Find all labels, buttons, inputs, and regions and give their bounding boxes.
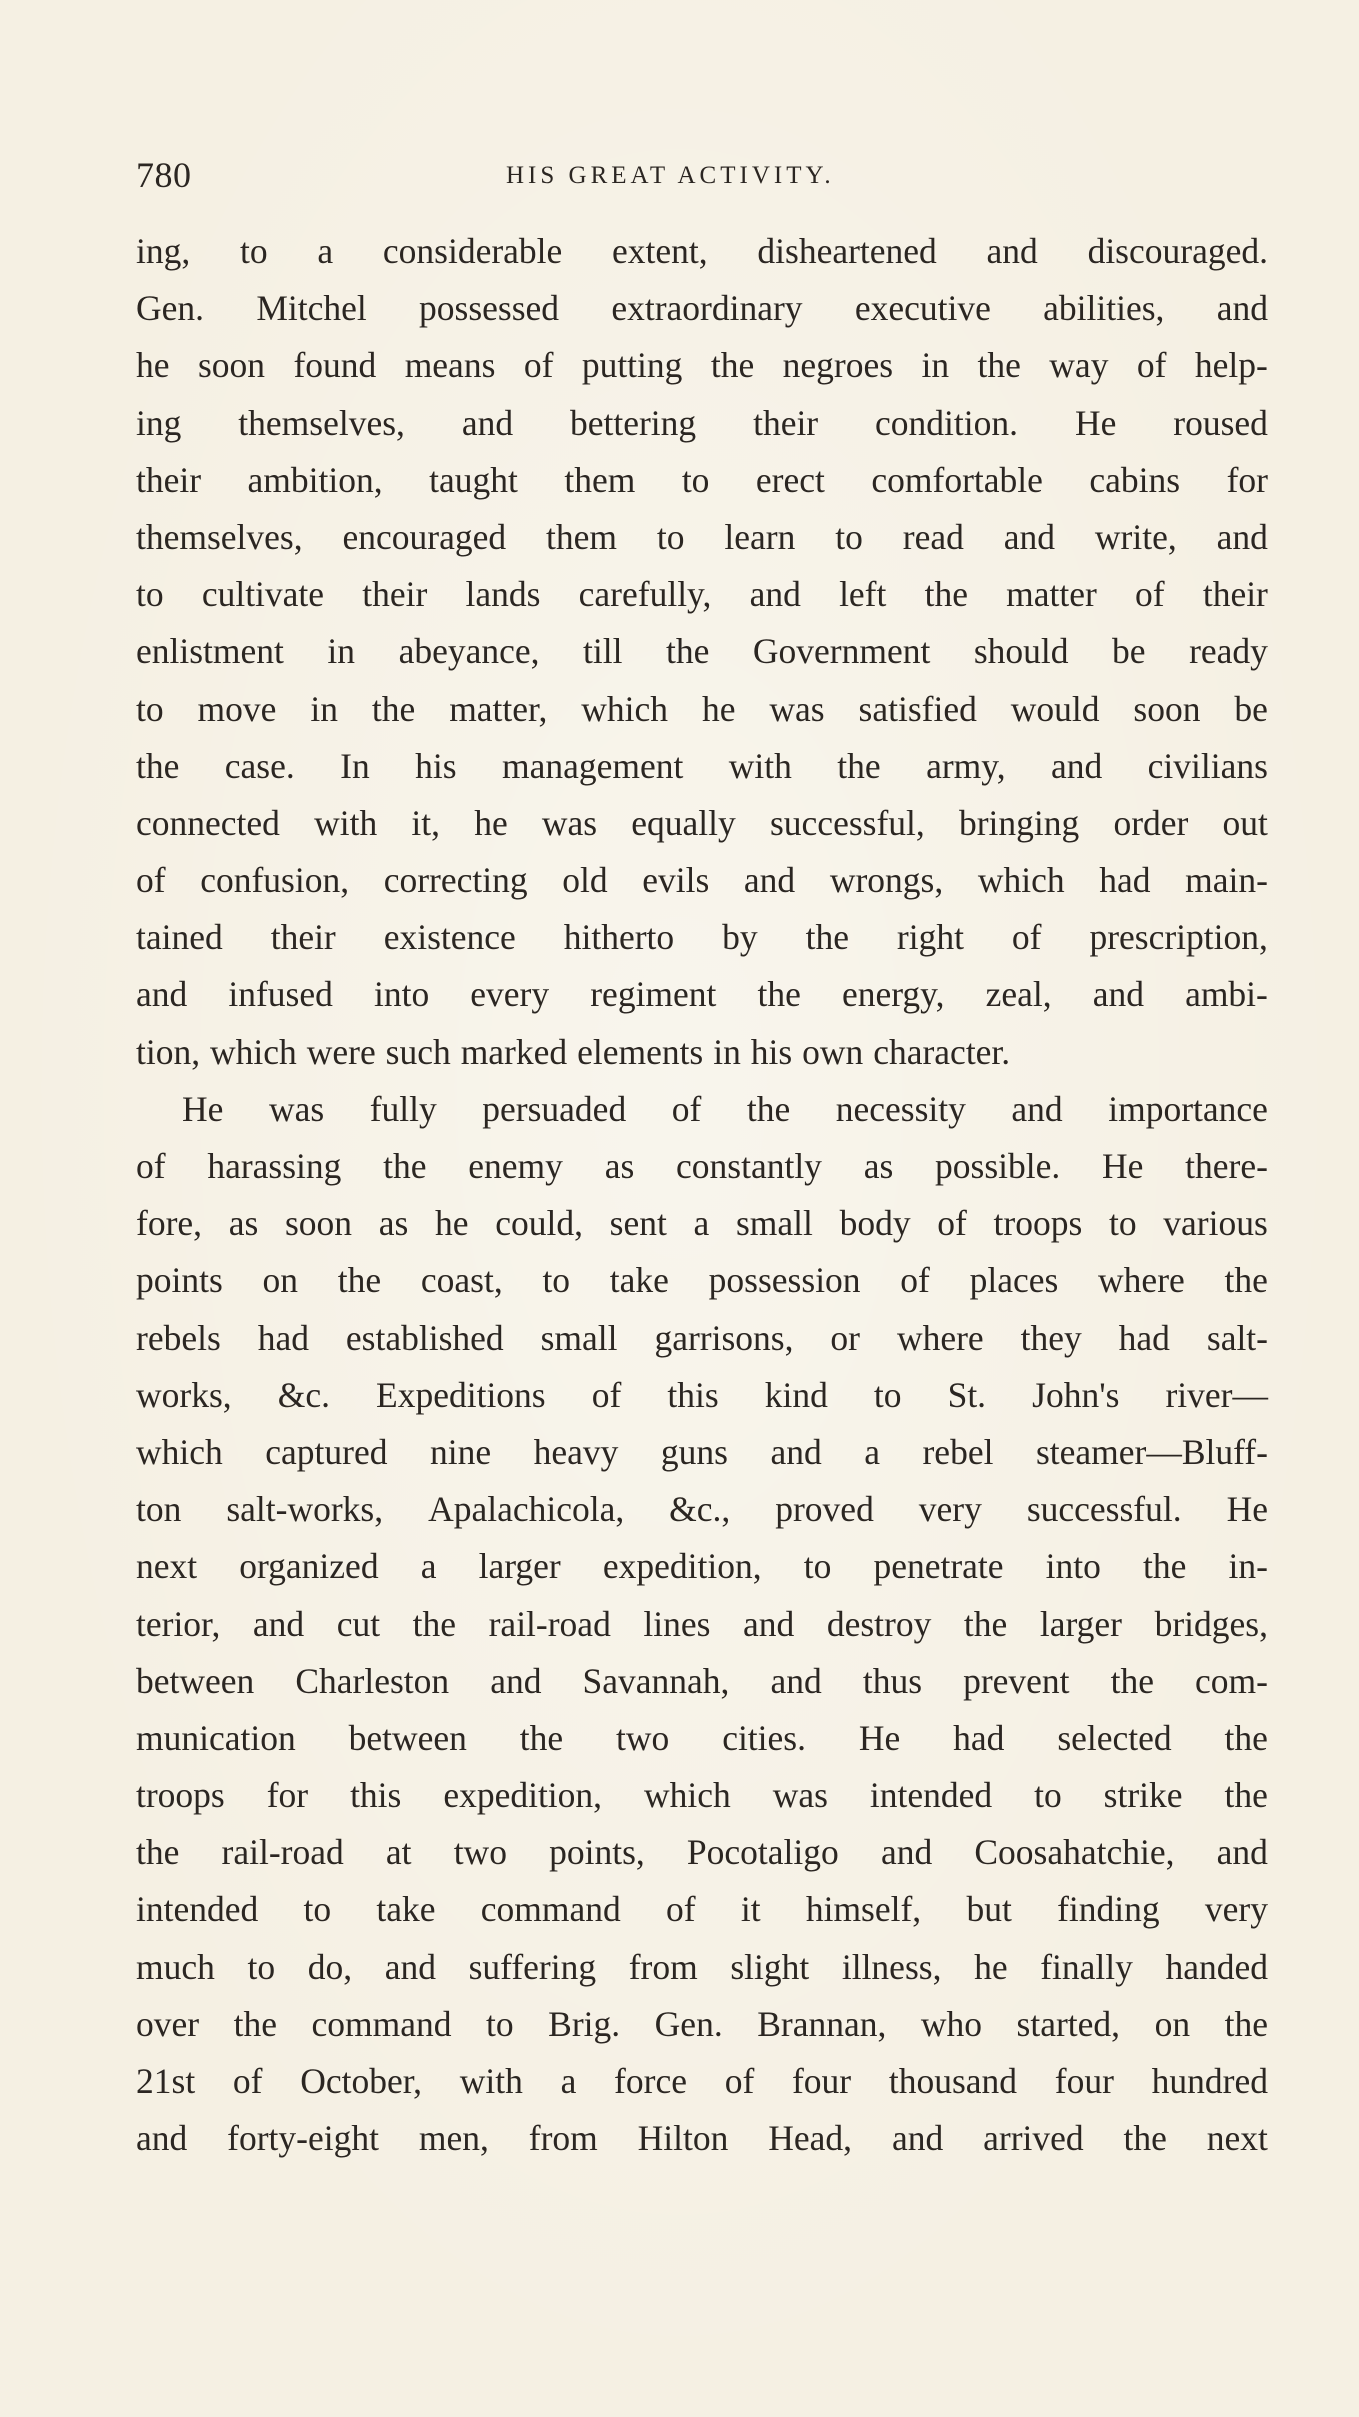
text-line: over the command to Brig. Gen. Brannan, who started, on the <box>136 2003 1268 2044</box>
text-line: fore, as soon as he could, sent a small body of troops to various <box>136 1203 1268 1244</box>
text-line: tion, which were such marked elements in his own character. <box>136 1031 1011 1072</box>
text-line: troops for this expedition, which was intended to strike the <box>136 1775 1268 1816</box>
text-line: 21st of October, with a force of four thousand four hundred <box>136 2061 1268 2101</box>
text-line: He was fully persuaded of the necessity and importance <box>182 1088 1268 1129</box>
text-line: of confusion, correcting old evils and wrongs, which had main- <box>136 860 1268 901</box>
paragraph <box>136 223 1268 1081</box>
text-line: ing, to a considerable extent, disheartened and discouraged. <box>136 231 1268 271</box>
text-line: to cultivate their lands carefully, and left the matter of their <box>136 574 1268 615</box>
text-line: connected with it, he was equally successful, bringing order out <box>136 802 1268 843</box>
page-number: 780 <box>136 155 192 195</box>
text-line: next organized a larger expedition, to penetrate into the in- <box>136 1546 1268 1587</box>
text-line: terior, and cut the rail-road lines and destroy the larger bridges, <box>136 1603 1268 1644</box>
text-line: points on the coast, to take possession of places where the <box>136 1260 1268 1301</box>
text-line: works, &c. Expeditions of this kind to St. John's river— <box>136 1374 1268 1415</box>
text-line: which captured nine heavy guns and a rebel steamer—Bluff- <box>136 1431 1268 1472</box>
text-line: the rail-road at two points, Pocotaligo and Coosahatchie, and <box>136 1832 1268 1873</box>
text-line: ton salt-works, Apalachicola, &c., proved very successful. He <box>136 1489 1268 1530</box>
text-line: between Charleston and Savannah, and thus prevent the com- <box>136 1660 1268 1701</box>
body-text <box>136 223 1268 2167</box>
text-line: Gen. Mitchel possessed extraordinary executive abilities, and <box>136 288 1268 329</box>
text-line: to move in the matter, which he was satisfied would soon be <box>136 688 1268 729</box>
page-header <box>136 150 1266 200</box>
text-line: and forty-eight men, from Hilton Head, and arrived the next <box>136 2118 1268 2159</box>
text-line: he soon found means of putting the negroes in the way of help- <box>136 345 1268 386</box>
text-line: ing themselves, and bettering their condition. He roused <box>136 402 1268 443</box>
text-line: of harassing the enemy as constantly as possible. He there- <box>136 1146 1268 1186</box>
text-line: their ambition, taught them to erect comfortable cabins for <box>136 459 1268 500</box>
text-line: intended to take command of it himself, but finding very <box>136 1889 1268 1930</box>
text-line: and infused into every regiment the energy, zeal, and ambi- <box>136 974 1268 1015</box>
paragraph <box>136 1081 1268 2168</box>
text-line: rebels had established small garrisons, or where they had salt- <box>136 1317 1268 1358</box>
text-line: much to do, and suffering from slight illness, he finally handed <box>136 1946 1268 1987</box>
text-line: munication between the two cities. He had selected the <box>136 1717 1268 1758</box>
text-line: enlistment in abeyance, till the Government should be ready <box>136 631 1268 672</box>
text-line: themselves, encouraged them to learn to read and write, and <box>136 516 1268 557</box>
running-head: HIS GREAT ACTIVITY. <box>506 162 835 189</box>
text-line: the case. In his management with the army, and civilians <box>136 745 1268 786</box>
text-line: tained their existence hitherto by the right of prescription, <box>136 917 1268 958</box>
